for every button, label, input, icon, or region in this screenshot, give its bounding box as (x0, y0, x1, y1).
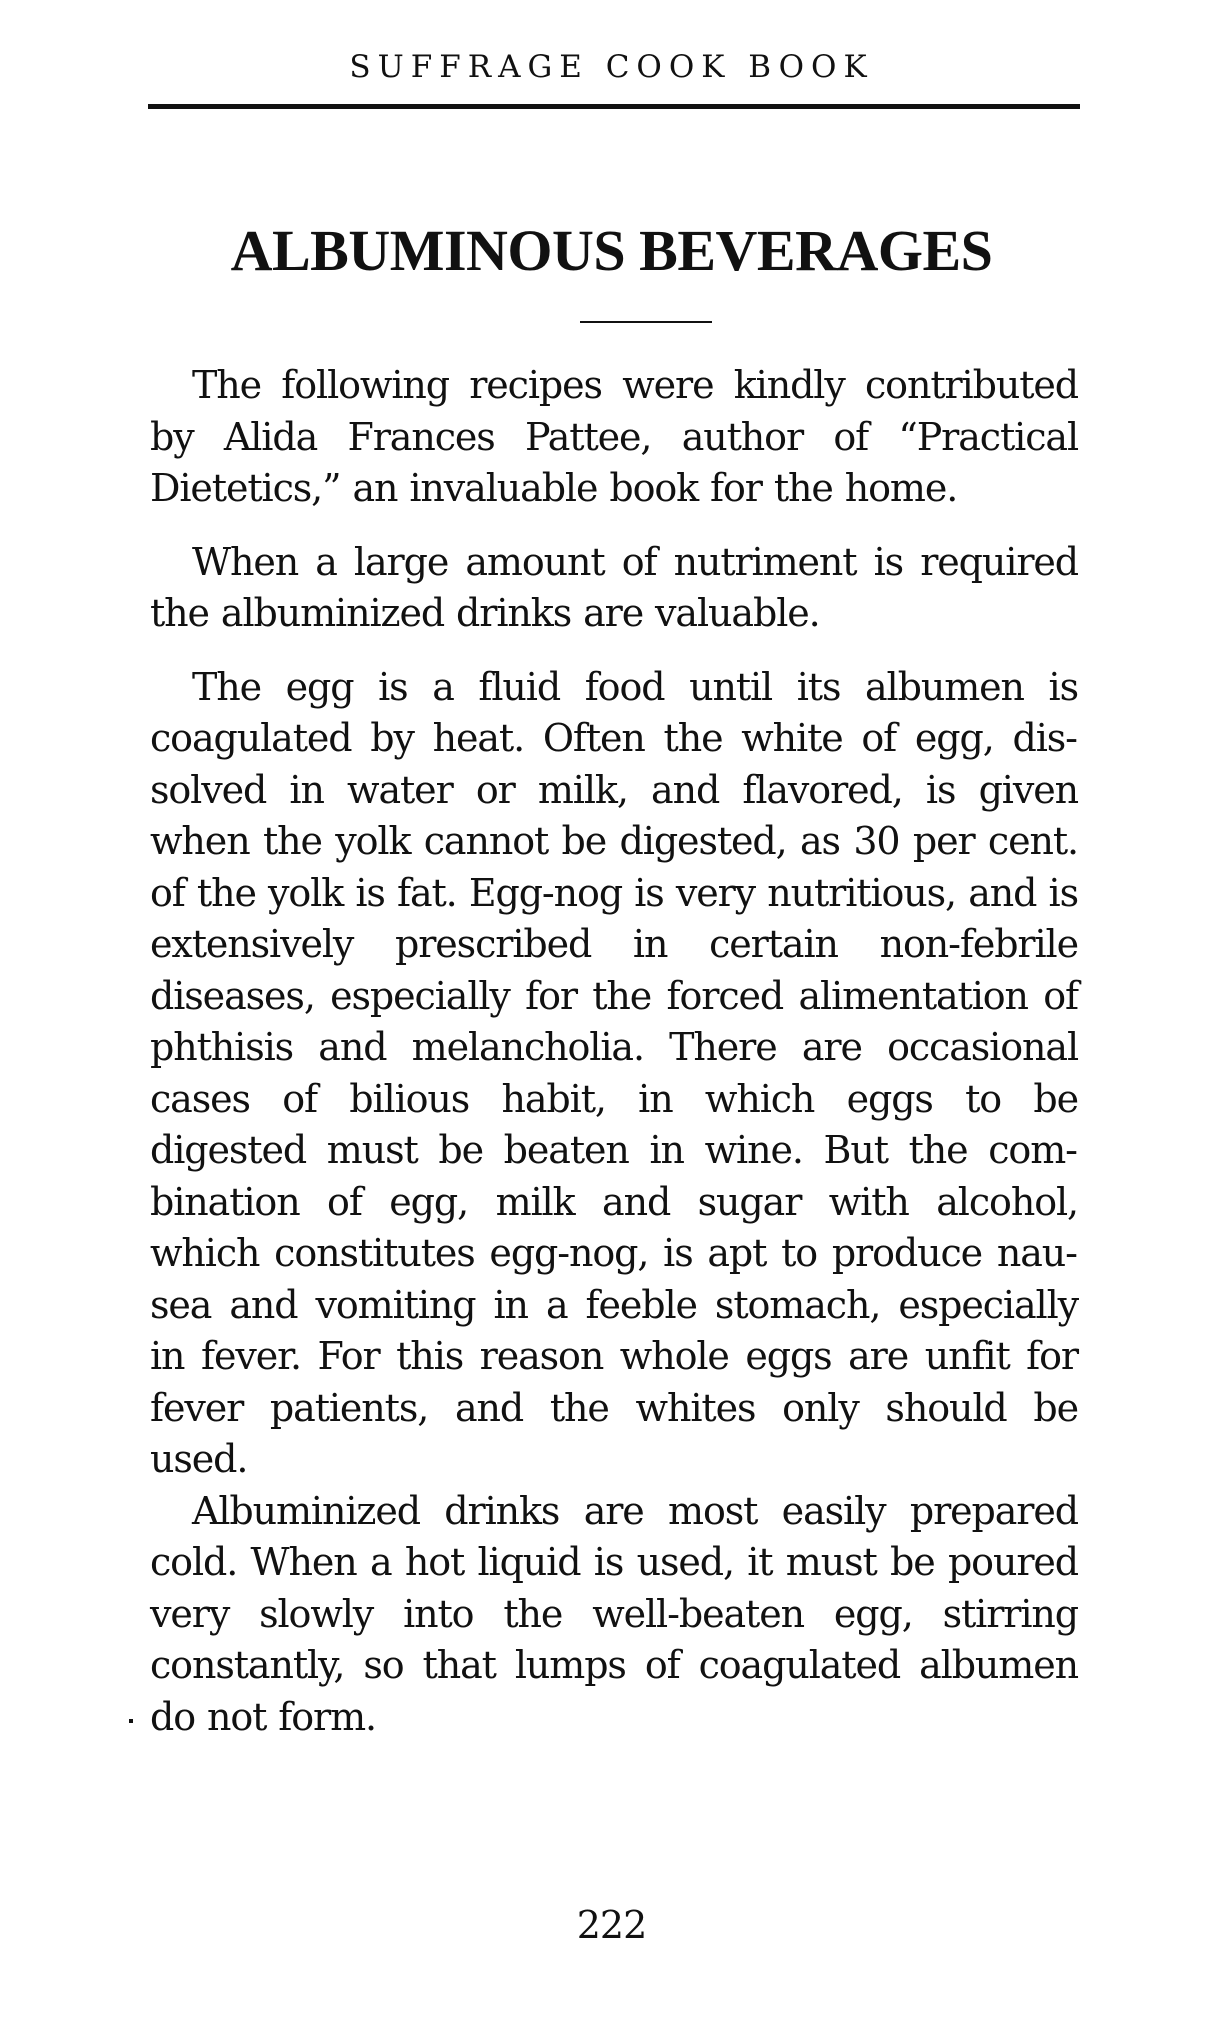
header-rule (148, 104, 1080, 109)
page-number: 222 (576, 1903, 647, 1947)
body-text (150, 360, 1078, 1743)
section-title: ALBUMINOUS BEVERAGES (230, 218, 993, 283)
paragraph-nutriment: When a large amount of nutriment is required the albuminized drinks are valuable. (150, 539, 1078, 635)
print-speck (129, 1719, 133, 1723)
running-head: SUFFRAGE COOK BOOK (349, 49, 874, 85)
title-rule (580, 321, 712, 323)
paragraph-intro: The following recipes were kindly contributed by Alida Frances Pattee, author of “Practical Dietetics,” an invaluable book for the home. (150, 363, 1078, 510)
paragraph-preparation: Albuminized drinks are most easily prepared cold. When a hot liquid is used, it must be poured very slowly into the well-beaten egg, stirring constantly, so that lumps of coagulated albumen do not form. (150, 1488, 1078, 1739)
paragraph-egg: The egg is a fluid food until its albumen is coagulated by heat. Often the white of egg, dissolved in water or milk, and flavored, is given when the yolk cannot be digested, as 30 per cent. of the yolk is fat. Egg-nog is very nutritious, and is extensively prescribed in certain non-febrile diseases, especially for the forced alimentation of phthisis and melancholia. There are occasional cases of bilious habit, in which eggs to be digested must be beaten in wine. But the combination of egg, milk and sugar with alcohol, which constitutes egg-nog, is apt to produce nausea and vomiting in a feeble stomach, especially in fever. For this reason whole eggs are unfit for fever patients, and the whites only should be used. (150, 664, 1078, 1481)
